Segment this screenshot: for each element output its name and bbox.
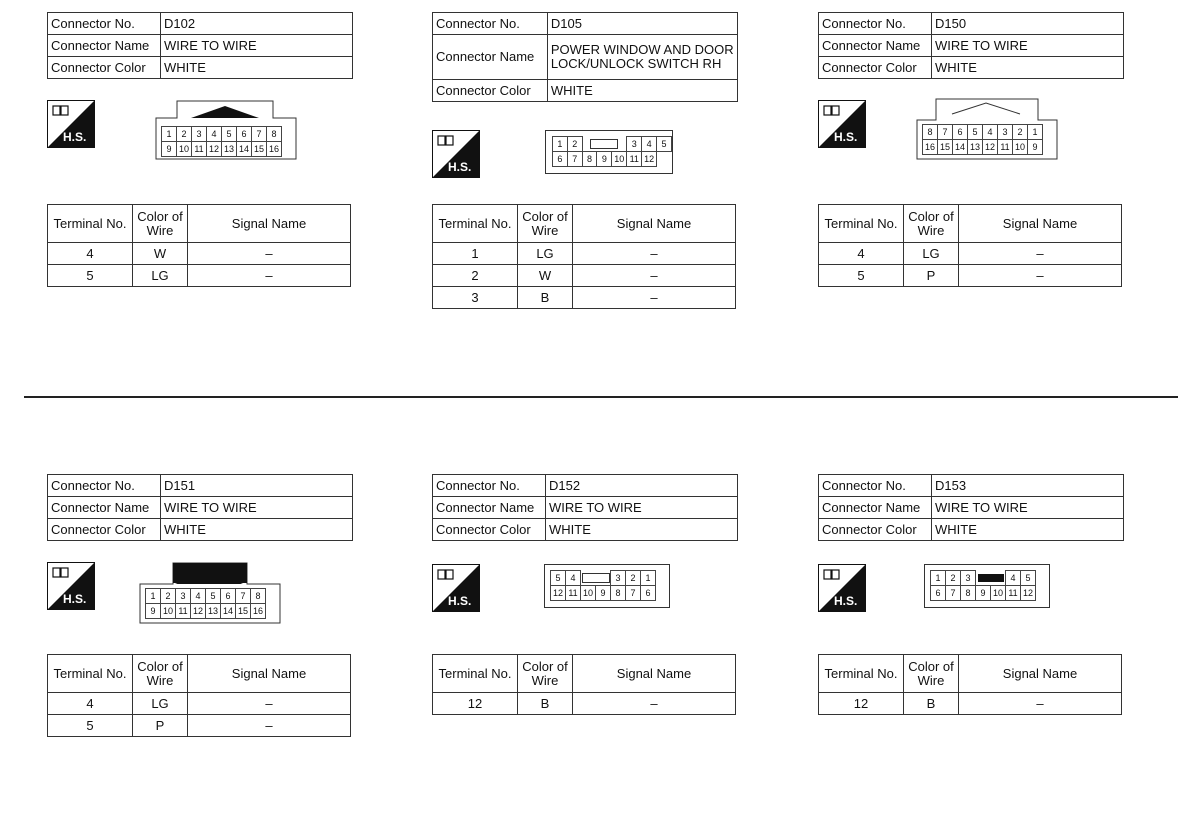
pin: 11 — [566, 586, 581, 601]
pin: 1 — [641, 571, 656, 586]
connector-name-label: Connector Name — [433, 497, 546, 519]
terminal-no-header: Terminal No. — [48, 205, 133, 243]
pin: 13 — [968, 140, 983, 155]
connector-name-value: WIRE TO WIRE — [932, 35, 1124, 57]
connector-color-value: WHITE — [932, 57, 1124, 79]
connector-face-d102 — [155, 100, 297, 160]
signal-name-header: Signal Name — [959, 205, 1122, 243]
pin: 11 — [1006, 586, 1021, 601]
wire-color-cell: B — [904, 693, 959, 715]
pin: 11 — [998, 140, 1013, 155]
terminal-table — [432, 654, 736, 715]
terminal-table — [818, 654, 1122, 715]
section-divider — [24, 396, 1178, 398]
hs-symbol-icon — [432, 130, 480, 178]
color-of-wire-header — [518, 655, 573, 693]
pin: 2 — [177, 127, 192, 142]
signal-name-cell: – — [188, 693, 351, 715]
table-row — [48, 693, 351, 715]
pin: 5 — [206, 589, 221, 604]
pin: 16 — [251, 604, 266, 619]
hs-label: H.S. — [63, 592, 87, 606]
pin: 9 — [596, 586, 611, 601]
pin-grid — [145, 588, 266, 619]
pin: 3 — [192, 127, 207, 142]
connector-face-d151 — [139, 562, 281, 624]
signal-name-header: Signal Name — [573, 205, 736, 243]
wire-color-cell: LG — [133, 693, 188, 715]
hs-symbol-icon — [432, 564, 480, 612]
pin: 6 — [953, 125, 968, 140]
pin: 8 — [582, 152, 597, 167]
signal-name-header: Signal Name — [959, 655, 1122, 693]
wire-color-cell: LG — [904, 243, 959, 265]
pin: 7 — [938, 125, 953, 140]
connector-no-label: Connector No. — [433, 13, 548, 35]
terminal-cell: 12 — [433, 693, 518, 715]
terminal-cell: 4 — [48, 243, 133, 265]
connector-panel-d105 — [432, 12, 752, 352]
pin: 6 — [931, 586, 946, 601]
color-of-wire-header — [133, 655, 188, 693]
terminal-cell: 5 — [48, 715, 133, 737]
wire-color-cell: LG — [518, 243, 573, 265]
pin-gap — [582, 137, 627, 152]
connector-no-value: D151 — [161, 475, 353, 497]
connector-panel-d150 — [818, 12, 1138, 352]
pin-gap — [581, 571, 611, 586]
pin-gap — [657, 152, 672, 167]
connector-no-value: D102 — [161, 13, 353, 35]
connector-color-value: WHITE — [932, 519, 1124, 541]
pin: 6 — [641, 586, 656, 601]
signal-name-cell: – — [573, 287, 736, 309]
pin: 12 — [207, 142, 222, 157]
connector-panel-d152 — [432, 474, 752, 814]
signal-name-header: Signal Name — [573, 655, 736, 693]
connector-no-value: D153 — [932, 475, 1124, 497]
pin: 3 — [998, 125, 1013, 140]
signal-name-cell: – — [188, 243, 351, 265]
connector-name-label: Connector Name — [48, 497, 161, 519]
pin: 11 — [627, 152, 642, 167]
connector-no-value: D105 — [547, 13, 737, 35]
connector-face-d105 — [545, 130, 673, 174]
connector-name-value: WIRE TO WIRE — [161, 497, 353, 519]
pin: 3 — [176, 589, 191, 604]
connector-face-d150 — [916, 98, 1058, 160]
table-row — [433, 243, 736, 265]
signal-name-cell: – — [573, 693, 736, 715]
wire-color-cell: LG — [133, 265, 188, 287]
pin: 4 — [983, 125, 998, 140]
pin: 7 — [946, 586, 961, 601]
pin: 14 — [237, 142, 252, 157]
connector-face-d153 — [924, 564, 1050, 608]
pin: 11 — [176, 604, 191, 619]
table-row — [433, 693, 736, 715]
table-row — [433, 265, 736, 287]
pin: 5 — [551, 571, 566, 586]
pin: 10 — [581, 586, 596, 601]
connector-info-table — [818, 474, 1124, 541]
terminal-table — [47, 654, 351, 737]
table-row — [48, 243, 351, 265]
terminal-no-header: Terminal No. — [819, 655, 904, 693]
connector-color-label: Connector Color — [48, 57, 161, 79]
pin: 12 — [983, 140, 998, 155]
signal-name-header: Signal Name — [188, 655, 351, 693]
hs-label: H.S. — [63, 130, 87, 144]
pin: 14 — [221, 604, 236, 619]
table-row — [819, 693, 1122, 715]
pin: 1 — [553, 137, 568, 152]
color-of-wire-header-line2: Wire — [531, 222, 559, 238]
color-of-wire-header-line1: Color of — [908, 208, 954, 224]
connector-name-label: Connector Name — [819, 35, 932, 57]
pin: 15 — [938, 140, 953, 155]
terminal-cell: 1 — [433, 243, 518, 265]
pin: 10 — [1013, 140, 1028, 155]
signal-name-cell: – — [573, 265, 736, 287]
pin: 5 — [222, 127, 237, 142]
table-row — [819, 243, 1122, 265]
pin: 15 — [252, 142, 267, 157]
wire-color-cell: P — [904, 265, 959, 287]
pin: 8 — [961, 586, 976, 601]
wire-color-cell: P — [133, 715, 188, 737]
pin: 2 — [626, 571, 641, 586]
signal-name-cell: – — [959, 693, 1122, 715]
pin: 13 — [206, 604, 221, 619]
pin: 8 — [611, 586, 626, 601]
pin: 10 — [991, 586, 1006, 601]
hs-symbol-icon — [47, 562, 95, 610]
connector-name-value: WIRE TO WIRE — [161, 35, 353, 57]
pin: 12 — [642, 152, 657, 167]
terminal-no-header: Terminal No. — [819, 205, 904, 243]
wire-color-cell: B — [518, 287, 573, 309]
pin: 13 — [222, 142, 237, 157]
connector-no-label: Connector No. — [819, 13, 932, 35]
hs-label: H.S. — [834, 130, 858, 144]
pin: 4 — [566, 571, 581, 586]
connector-no-value: D150 — [932, 13, 1124, 35]
pin: 7 — [252, 127, 267, 142]
color-of-wire-header — [133, 205, 188, 243]
pin: 2 — [567, 137, 582, 152]
wire-color-cell: W — [133, 243, 188, 265]
connector-name-label: Connector Name — [819, 497, 932, 519]
pin-grid — [161, 126, 282, 157]
hs-label: H.S. — [448, 160, 472, 174]
pin: 10 — [161, 604, 176, 619]
pin: 2 — [161, 589, 176, 604]
pin: 1 — [162, 127, 177, 142]
terminal-no-header: Terminal No. — [433, 655, 518, 693]
color-of-wire-header-line2: Wire — [531, 672, 559, 688]
pin: 4 — [642, 137, 657, 152]
pin: 10 — [177, 142, 192, 157]
connector-color-label: Connector Color — [819, 57, 932, 79]
terminal-cell: 12 — [819, 693, 904, 715]
pin-grid — [922, 124, 1043, 155]
color-of-wire-header-line1: Color of — [522, 208, 568, 224]
connector-color-value: WHITE — [547, 80, 737, 102]
pin: 9 — [146, 604, 161, 619]
connector-color-value: WHITE — [161, 57, 353, 79]
connector-no-label: Connector No. — [433, 475, 546, 497]
connector-name-value: WIRE TO WIRE — [546, 497, 738, 519]
pin: 12 — [1021, 586, 1036, 601]
terminal-table — [47, 204, 351, 287]
connector-name-value: WIRE TO WIRE — [932, 497, 1124, 519]
wire-color-cell: W — [518, 265, 573, 287]
pin: 4 — [207, 127, 222, 142]
connector-info-table — [432, 12, 738, 102]
latch-slot — [582, 573, 610, 583]
signal-name-cell: – — [573, 243, 736, 265]
latch-slot — [590, 139, 618, 149]
pin: 3 — [961, 571, 976, 586]
pin: 7 — [236, 589, 251, 604]
connector-panel-d151 — [47, 474, 367, 814]
connector-color-value: WHITE — [161, 519, 353, 541]
pin: 6 — [237, 127, 252, 142]
table-row — [48, 715, 351, 737]
terminal-cell: 3 — [433, 287, 518, 309]
pin: 4 — [1006, 571, 1021, 586]
pin-grid — [552, 136, 672, 167]
pin: 1 — [1028, 125, 1043, 140]
signal-name-cell: – — [959, 243, 1122, 265]
connector-no-label: Connector No. — [48, 13, 161, 35]
terminal-table — [818, 204, 1122, 287]
pin: 6 — [553, 152, 568, 167]
pin: 6 — [221, 589, 236, 604]
signal-name-cell: – — [188, 715, 351, 737]
pin: 8 — [251, 589, 266, 604]
signal-name-header: Signal Name — [188, 205, 351, 243]
pin: 9 — [976, 586, 991, 601]
pin-gap — [976, 571, 1006, 586]
hs-symbol-icon — [47, 100, 95, 148]
pin: 3 — [611, 571, 626, 586]
terminal-no-header: Terminal No. — [48, 655, 133, 693]
pin: 4 — [191, 589, 206, 604]
connector-name-value: POWER WINDOW AND DOOR LOCK/UNLOCK SWITCH RH — [547, 35, 737, 80]
connector-info-table — [818, 12, 1124, 79]
pin: 2 — [946, 571, 961, 586]
pin-grid — [550, 570, 656, 601]
hs-symbol-icon — [818, 564, 866, 612]
color-of-wire-header-line1: Color of — [137, 658, 183, 674]
color-of-wire-header-line2: Wire — [917, 222, 945, 238]
table-row — [48, 265, 351, 287]
terminal-table — [432, 204, 736, 309]
connector-name-label: Connector Name — [433, 35, 548, 80]
terminal-cell: 2 — [433, 265, 518, 287]
pin-grid — [930, 570, 1036, 601]
terminal-cell: 4 — [48, 693, 133, 715]
connector-color-value: WHITE — [546, 519, 738, 541]
color-of-wire-header-line2: Wire — [146, 222, 174, 238]
connector-no-value: D152 — [546, 475, 738, 497]
connector-info-table — [432, 474, 738, 541]
hs-symbol-icon — [818, 100, 866, 148]
hs-label: H.S. — [834, 594, 858, 608]
connector-no-label: Connector No. — [819, 475, 932, 497]
connector-face-d152 — [544, 564, 670, 608]
pin: 12 — [551, 586, 566, 601]
connector-info-table — [47, 474, 353, 541]
color-of-wire-header-line1: Color of — [908, 658, 954, 674]
connector-color-label: Connector Color — [819, 519, 932, 541]
pin: 5 — [1021, 571, 1036, 586]
connector-no-label: Connector No. — [48, 475, 161, 497]
connector-panel-d153 — [818, 474, 1138, 814]
hs-label: H.S. — [448, 594, 472, 608]
wire-color-cell: B — [518, 693, 573, 715]
color-of-wire-header-line2: Wire — [917, 672, 945, 688]
connector-name-label: Connector Name — [48, 35, 161, 57]
pin: 15 — [236, 604, 251, 619]
terminal-cell: 5 — [48, 265, 133, 287]
terminal-cell: 4 — [819, 243, 904, 265]
latch-key — [978, 574, 1004, 582]
pin: 1 — [931, 571, 946, 586]
pin: 7 — [626, 586, 641, 601]
pin: 1 — [146, 589, 161, 604]
pin: 10 — [612, 152, 627, 167]
pin: 11 — [192, 142, 207, 157]
pin: 5 — [968, 125, 983, 140]
signal-name-cell: – — [188, 265, 351, 287]
pin: 9 — [1028, 140, 1043, 155]
connector-info-table — [47, 12, 353, 79]
pin: 8 — [267, 127, 282, 142]
pin: 9 — [597, 152, 612, 167]
pin: 9 — [162, 142, 177, 157]
color-of-wire-header — [518, 205, 573, 243]
pin: 5 — [657, 137, 672, 152]
pin: 14 — [953, 140, 968, 155]
terminal-cell: 5 — [819, 265, 904, 287]
pin: 12 — [191, 604, 206, 619]
table-row — [819, 265, 1122, 287]
color-of-wire-header-line2: Wire — [146, 672, 174, 688]
color-of-wire-header-line1: Color of — [137, 208, 183, 224]
pin: 2 — [1013, 125, 1028, 140]
connector-panel-d102 — [47, 12, 367, 352]
color-of-wire-header-line1: Color of — [522, 658, 568, 674]
pin: 7 — [567, 152, 582, 167]
pin: 16 — [923, 140, 938, 155]
terminal-no-header: Terminal No. — [433, 205, 518, 243]
table-row — [433, 287, 736, 309]
color-of-wire-header — [904, 205, 959, 243]
connector-color-label: Connector Color — [433, 519, 546, 541]
connector-color-label: Connector Color — [48, 519, 161, 541]
signal-name-cell: – — [959, 265, 1122, 287]
color-of-wire-header — [904, 655, 959, 693]
pin: 16 — [267, 142, 282, 157]
pin: 8 — [923, 125, 938, 140]
connector-color-label: Connector Color — [433, 80, 548, 102]
pin: 3 — [627, 137, 642, 152]
